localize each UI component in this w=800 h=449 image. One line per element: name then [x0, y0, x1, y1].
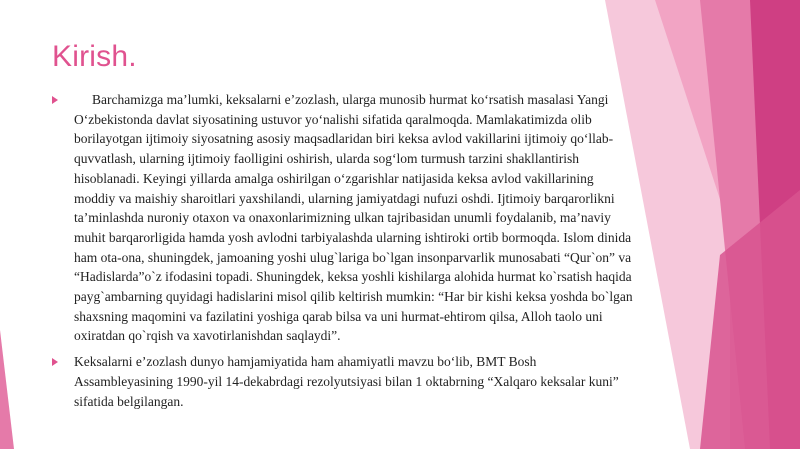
slide-title: Kirish. — [52, 40, 137, 73]
deco-shape-left-strip — [0, 330, 14, 449]
bullet-item-intro — [52, 90, 637, 346]
bullet-text: Barchamizga ma’lumki, keksalarni e’zozlash, ularga munosib hurmat ko‘rsatish masalasi Yangi O‘zbekistonda davlat siyosatining ustuvor yo‘nalishi sifatida qaralmoqda. Mamlakatimizda olib borilayotgan ijtimoiy siyosatning asosiy maqsadlaridan biri keksa avlod vakillarini ijtimoiy qo‘llab-quvvatlash, ularning ijtimoiy faolligini oshirish, ularda sog‘lom turmush tarzini shakllantirish hisoblanadi. Keyingi yillarda amalga oshirilgan o‘zgarishlar natijasida keksa avlod vakillarining moddiy va maishiy sharoitlari yaxshilandi, ularning jamiyatdagi nufuzi oshdi. Ijtimoiy barqarorlikni ta’minlashda nuroniy otaxon va onaxonlarimizning ulkan tajribasidan unumli foydalanib, ma’naviy muhit barqarorligida hamda yosh avlodni tarbiyalashda ularning ishtiroki ortib bormoqda. Islom dinida ham ota-ona, shuningdek, jamoaning yoshi ulug`lariga bo`lgan insonparvarlik munosabati “Qur`on” va “Hadislarda”o`z ifodasini topadi. Shuningdek, keksa yoshli kishilarga alohida hurmat ko`rsatish haqida payg`ambarning quyidagi hadislarini misol qilib keltirish mumkin: “Har bir kishi keksa yoshda bo`lgan shaxsning maqomini va fazilatini yoshiga qarab bilsa va uni hurmat-ehtirom qilsa, Alloh taolo uni oxiratdan qo`rqish va xavotirlanishdan saqlaydi”. — [74, 92, 633, 344]
bullet-arrow-icon — [52, 96, 58, 104]
bullet-text: Keksalarni e’zozlash dunyo hamjamiyatida ham ahamiyatli mavzu bo‘lib, BMT Bosh Assambleyasining 1990-yil 14-dekabrdagi rezolyutsiyasi bilan 1 oktabrning “Xalqaro keksalar kuni” sifatida belgilangan. — [74, 354, 619, 409]
bullet-list — [52, 90, 637, 417]
bullet-arrow-icon — [52, 358, 58, 366]
bullet-item-un-resolution — [52, 352, 637, 411]
